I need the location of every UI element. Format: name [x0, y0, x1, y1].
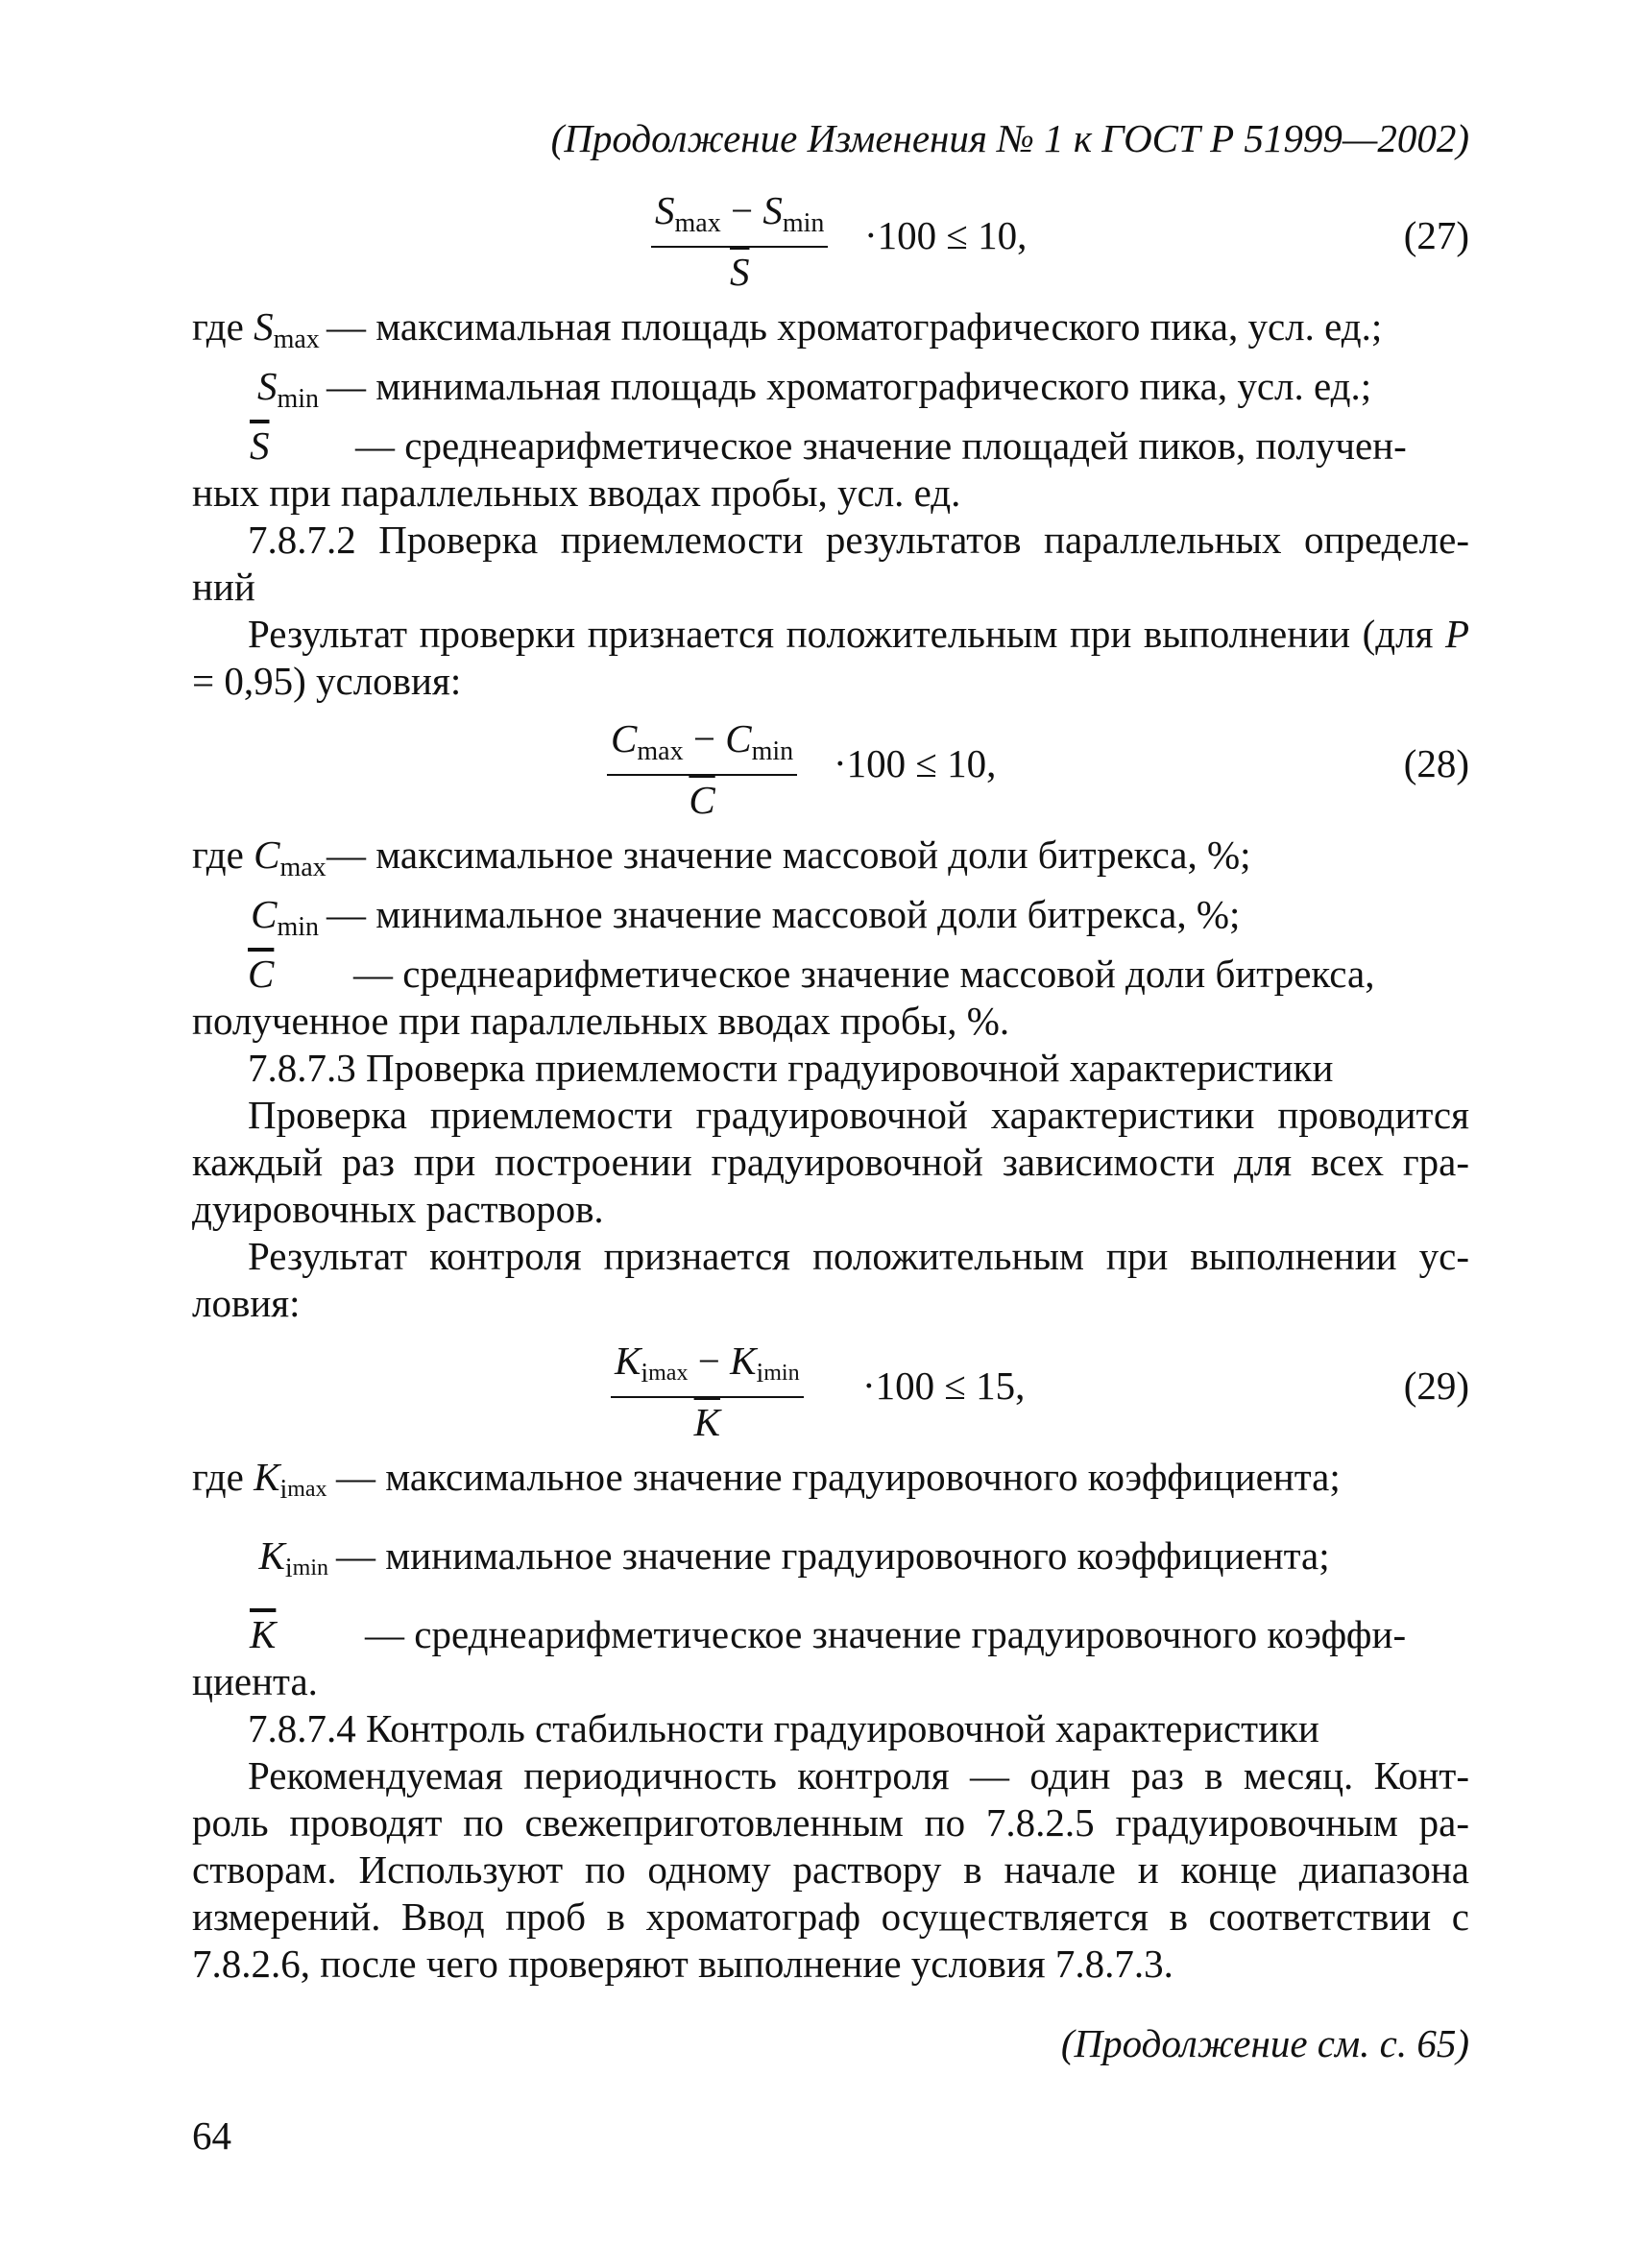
definition-text: — среднеарифметическое значение градуировочного коэффи-: [365, 1612, 1407, 1656]
numerator-sub-b: i: [756, 1359, 764, 1388]
numerator-sub-a: max: [674, 208, 721, 238]
definition-cbar: [192, 951, 1469, 998]
minus-sign: −: [692, 716, 715, 760]
numerator-symbol-b: C: [725, 716, 752, 760]
definitions-27: [192, 303, 1469, 517]
definitions-29: [192, 1454, 1469, 1705]
definition-text: — максимальное значение массовой доли битрекса, %;: [327, 832, 1251, 877]
definition-kmin: [192, 1532, 1469, 1592]
formula-28: [192, 716, 1469, 832]
numerator-subsub-a: max: [648, 1361, 689, 1386]
denominator-symbol: $\overline{K}$: [693, 1400, 720, 1444]
symbol-sub: max: [279, 853, 327, 882]
symbol-subsub: min: [292, 1556, 328, 1580]
definition-text: — среднеарифметическое значение площадей пиков, получен-: [355, 423, 1407, 468]
denominator-symbol: $\overline{C}$: [689, 778, 715, 822]
definitions-28: [192, 832, 1469, 1045]
definition-text: — среднеарифметическое значение массовой доли битрекса,: [353, 952, 1375, 996]
spacer: [192, 1327, 1469, 1339]
formula-28-tail: ·100 ≤ 10,: [834, 741, 997, 785]
numerator-sub-a: max: [637, 736, 684, 766]
definition-kbar: [192, 1611, 1469, 1658]
formula-27-tail: ·100 ≤ 10,: [864, 213, 1028, 257]
formula-27: [192, 188, 1469, 303]
definition-text: — максимальное значение градуировочного коэффициента;: [336, 1455, 1341, 1499]
symbol: $\overline{C}$: [248, 952, 275, 996]
section-7-8-7-3-text-2: Результат контроля признается положительным при выполнении ус- ловия:: [192, 1234, 1469, 1325]
definition-kmax: [192, 1454, 1469, 1513]
formula-29-tail: ·100 ≤ 15,: [862, 1363, 1026, 1408]
definition-symbol: [192, 1454, 336, 1513]
minus-sign: −: [697, 1339, 720, 1383]
definition-cmin: [192, 891, 1469, 951]
formula-27-denominator: [651, 248, 828, 294]
numerator-symbol-a: C: [611, 716, 638, 760]
definition-symbol: [192, 1532, 336, 1592]
numerator-symbol-a: S: [655, 188, 675, 232]
definition-text: — минимальное значение градуировочного коэффициента;: [336, 1533, 1330, 1578]
section-7-8-7-2-text: [192, 611, 1469, 705]
symbol: C: [254, 832, 280, 877]
formula-28-denominator: [607, 776, 797, 822]
equation-number-27: (27): [1403, 213, 1469, 257]
definition-text: — минимальная площадь хроматографического пика, усл. ед.;: [327, 364, 1372, 408]
definition-sbar-continued: ных при параллельных вводах пробы, усл. ед.: [192, 470, 961, 515]
section-7-8-7-3-text-1: Проверка приемлемости градуировочной характеристики проводится каждый раз при построении градуировочной зависимости для всех гра- дуировочных растворов.: [192, 1093, 1469, 1231]
symbol: $\overline{K}$: [250, 1612, 277, 1656]
formula-29-numerator: [611, 1339, 804, 1398]
formula-29: [192, 1339, 1469, 1454]
symbol: C: [251, 892, 278, 936]
numerator-sub-b: min: [751, 736, 794, 766]
definition-symbol: [192, 891, 327, 951]
symbol-subsub: max: [287, 1477, 327, 1502]
definition-symbol: [192, 951, 353, 998]
numerator-sub-b: min: [782, 208, 825, 238]
formula-29-denominator: [611, 1398, 804, 1444]
definition-symbol: [192, 1611, 365, 1658]
probability-symbol: P: [1444, 612, 1469, 656]
definition-smax: [192, 303, 1469, 363]
where-label: где: [192, 304, 244, 349]
symbol: S: [256, 364, 278, 408]
symbol-sub: i: [279, 1475, 288, 1505]
section-7-8-7-4-text: Рекомендуемая периодичность контроля — один раз в месяц. Конт- роль проводят по свежеприготовленным по 7.8.2.5 градуировочным ра- створам. Используют по одному раствору в начале и конце диапазона измерений. Ввод проб в хроматограф осуществляется в соответствии с 7.8.2.6, после чего проверяют выполнение условия 7.8.7.3.: [192, 1753, 1469, 1986]
section-7-8-7-3-title: 7.8.7.3 Проверка приемлемости градуировочной характеристики: [248, 1046, 1334, 1090]
formula-28-numerator: [607, 716, 797, 776]
where-label: где: [192, 1455, 244, 1499]
definition-symbol: [192, 832, 327, 891]
formula-28-fraction: [607, 716, 797, 822]
definition-kbar-continued: циента.: [192, 1659, 318, 1703]
symbol-sub: min: [277, 912, 319, 942]
minus-sign: −: [730, 188, 754, 232]
formula-29-fraction: [611, 1339, 804, 1444]
numerator-sub-a: i: [641, 1359, 649, 1388]
definition-symbol: [192, 422, 355, 470]
formula-27-numerator: [651, 188, 828, 248]
equation-number-28: (28): [1403, 741, 1469, 785]
symbol: $\overline{S}$: [250, 423, 270, 468]
document-page: [192, 113, 1469, 2066]
symbol: S: [254, 304, 274, 349]
symbol-sub: max: [273, 325, 320, 354]
running-head: (Продолжение Изменения № 1 к ГОСТ Р 51999—2002): [550, 116, 1469, 160]
definition-cmax: [192, 832, 1469, 891]
text-part-b: = 0,95) условия:: [192, 659, 462, 703]
definition-symbol: [192, 363, 327, 422]
definition-smin: [192, 363, 1469, 422]
symbol: K: [258, 1533, 285, 1578]
numerator-symbol-a: K: [615, 1339, 641, 1383]
symbol-sub: i: [284, 1554, 293, 1583]
continued-note: (Продолжение см. с. 65): [1060, 2021, 1469, 2065]
definition-text: — максимальная площадь хроматографического пика, усл. ед.;: [327, 304, 1383, 349]
definition-cbar-continued: полученное при параллельных вводах пробы, %.: [192, 999, 1010, 1043]
where-label: где: [192, 832, 244, 877]
section-7-8-7-4-title: 7.8.7.4 Контроль стабильности градуировочной характеристики: [248, 1706, 1319, 1750]
denominator-symbol: $\overline{S}$: [729, 250, 750, 294]
spacer: [192, 705, 1469, 716]
definition-symbol: [192, 303, 327, 363]
equation-number-29: (29): [1403, 1363, 1469, 1408]
text-part-a: Результат проверки признается положительным при выполнении (для: [248, 612, 1434, 656]
definition-text: — минимальное значение массовой доли битрекса, %;: [327, 892, 1241, 936]
definition-sbar: [192, 422, 1469, 470]
section-7-8-7-2-title: 7.8.7.2 Проверка приемлемости результатов параллельных определе- ний: [192, 518, 1469, 609]
page-number: 64: [192, 2113, 231, 2158]
numerator-symbol-b: K: [730, 1339, 757, 1383]
numerator-subsub-b: min: [763, 1361, 800, 1386]
numerator-symbol-b: S: [762, 188, 783, 232]
symbol: K: [254, 1455, 280, 1499]
formula-27-fraction: [651, 188, 828, 294]
symbol-sub: min: [277, 384, 319, 414]
